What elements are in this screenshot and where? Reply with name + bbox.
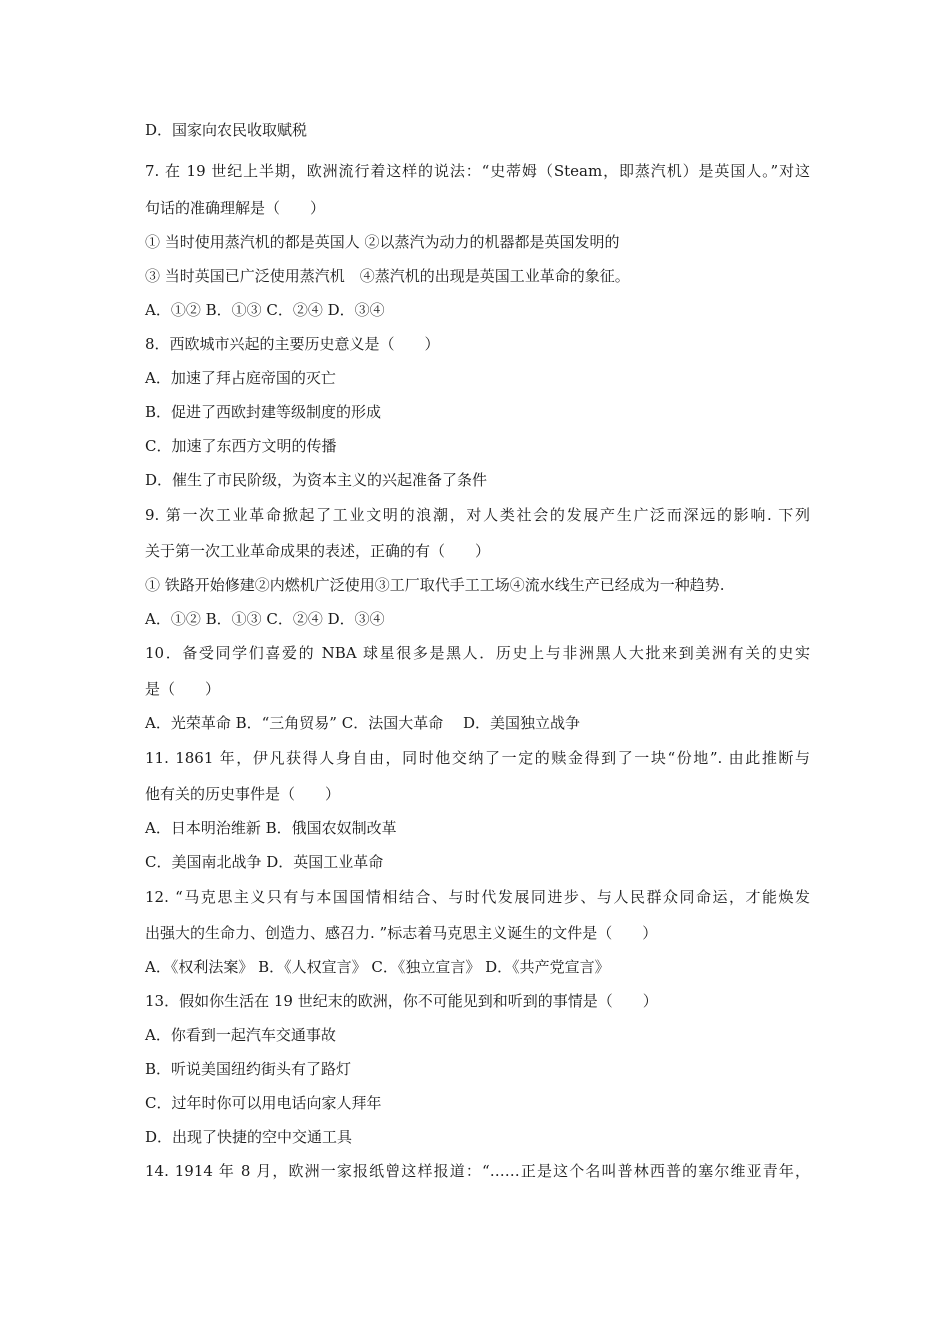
question-13-stem: 13．假如你生活在 19 世纪末的欧洲，你不可能见到和听到的事情是（ ）	[145, 992, 658, 1010]
question-11-stem: 11. 1861 年，伊凡获得人身自由，同时他交纳了一定的赎金得到了一块“份地”. 由此推断与	[145, 749, 810, 767]
option-line: C．过年时你可以用电话向家人拜年	[145, 1094, 382, 1112]
option-line: A．日本明治维新 B．俄国农奴制改革	[145, 819, 397, 837]
question-10-stem-cont: 是（ ）	[145, 680, 221, 698]
question-10-stem: 10．备受同学们喜爱的 NBA 球星很多是黑人．历史上与非洲黑人大批来到美洲有关的史实	[145, 644, 810, 662]
question-11-stem-cont: 他有关的历史事件是（ ）	[145, 785, 341, 803]
option-line: C．加速了东西方文明的传播	[145, 437, 337, 455]
question-8-stem: 8．西欧城市兴起的主要历史意义是（ ）	[145, 335, 440, 353]
option-line: B．听说美国纽约街头有了路灯	[145, 1060, 352, 1078]
statement-line: ① 铁路开始修建②内燃机广泛使用③工厂取代手工工场④流水线生产已经成为一种趋势.	[145, 576, 725, 594]
option-line: D．出现了快捷的空中交通工具	[145, 1128, 353, 1146]
question-9-stem-cont: 关于第一次工业革命成果的表述，正确的有（ ）	[145, 542, 491, 560]
statement-line: ① 当时使用蒸汽机的都是英国人 ②以蒸汽为动力的机器都是英国发明的	[145, 233, 620, 251]
question-7-stem-cont: 句话的准确理解是（ ）	[145, 199, 326, 217]
option-line: A．加速了拜占庭帝国的灭亡	[145, 369, 336, 387]
statement-line: ③ 当时英国已广泛使用蒸汽机 ④蒸汽机的出现是英国工业革命的象征。	[145, 267, 630, 285]
answer-options: A．《权利法案》 B．《人权宣言》 C．《独立宣言》 D．《共产党宣言》	[145, 958, 610, 976]
option-line: C．美国南北战争 D．英国工业革命	[145, 853, 384, 871]
option-line: B．促进了西欧封建等级制度的形成	[145, 403, 382, 421]
answer-options: A．①② B．①③ C．②④ D．③④	[145, 610, 385, 628]
question-14-stem: 14. 1914 年 8 月，欧洲一家报纸曾这样报道：“……正是这个名叫普林西普的塞尔维亚青年，	[145, 1162, 810, 1180]
question-12-stem: 12. “马克思主义只有与本国国情相结合、与时代发展同进步、与人民群众同命运，才能焕发	[145, 888, 810, 906]
question-12-stem-cont: 出强大的生命力、创造力、感召力. ”标志着马克思主义诞生的文件是（ ）	[145, 924, 658, 942]
option-line: A．你看到一起汽车交通事故	[145, 1026, 336, 1044]
answer-options: A．光荣革命 B．“三角贸易” C．法国大革命 D．美国独立战争	[145, 714, 581, 732]
option-line: D．国家向农民收取赋税	[145, 121, 308, 139]
answer-options: A．①② B．①③ C．②④ D．③④	[145, 301, 385, 319]
question-7-stem: 7. 在 19 世纪上半期，欧洲流行着这样的说法：“史蒂姆（Steam，即蒸汽机）是英国人。”对这	[145, 162, 810, 180]
question-9-stem: 9. 第一次工业革命掀起了工业文明的浪潮，对人类社会的发展产生广泛而深远的影响. 下列	[145, 506, 810, 524]
option-line: D．催生了市民阶级，为资本主义的兴起准备了条件	[145, 471, 488, 489]
